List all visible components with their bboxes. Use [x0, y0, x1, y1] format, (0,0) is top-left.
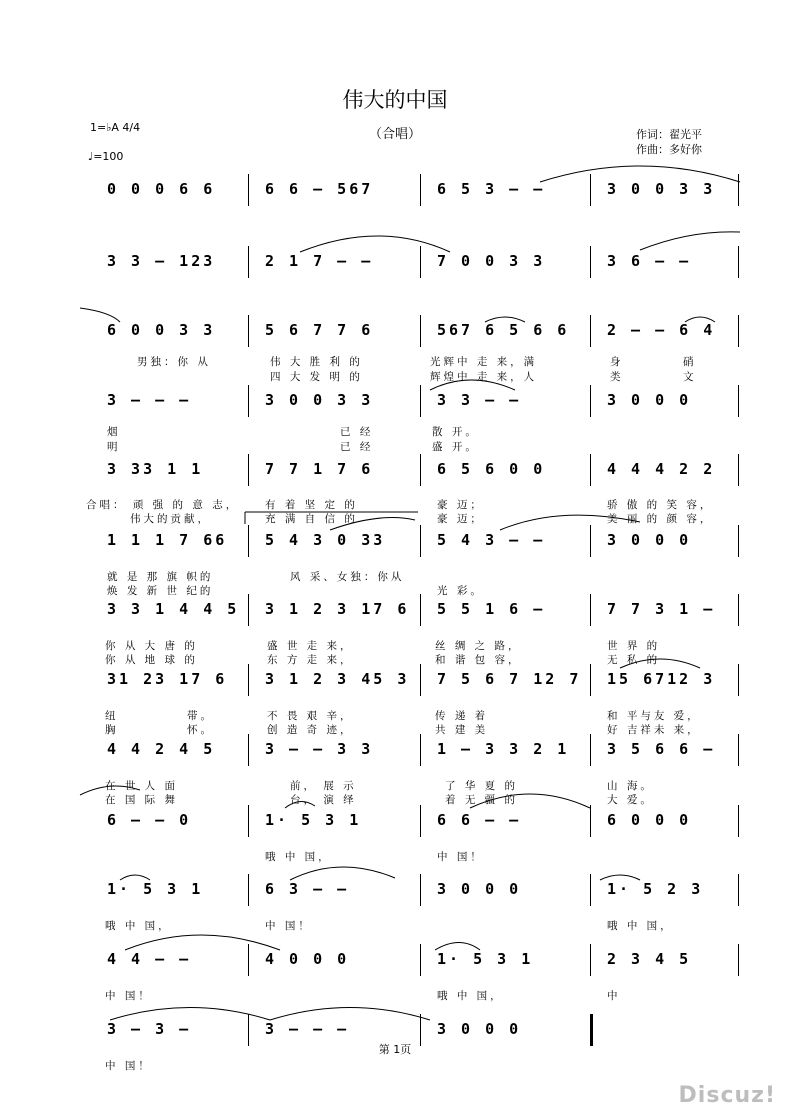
song-subtitle: （合唱）	[368, 127, 421, 142]
lyric-line: 合唱： 顽 强 的 意 志，	[86, 499, 240, 511]
song-title: 伟大的中国	[342, 88, 448, 112]
lyric-line: 纽	[105, 710, 119, 722]
slur	[470, 794, 590, 808]
lyric-line: 已 经	[340, 441, 374, 453]
lyric-line: 光 彩。	[437, 585, 484, 597]
lyric-line: 明	[107, 441, 121, 453]
lyric-line: 你 从 地 球 的	[105, 654, 198, 666]
lyric-line: 类	[610, 371, 624, 383]
measure-notes: 31 23 17 6	[107, 670, 228, 688]
measure-notes: 6 5 6 0 0	[437, 460, 546, 478]
lyric-line: 充 满 自 信 的	[265, 513, 358, 525]
slur	[600, 875, 640, 880]
key-signature: 1=♭A 4/4	[90, 121, 141, 134]
lyric-line: 中	[607, 990, 621, 1002]
lyric-line: 光辉中 走 来，满	[430, 356, 538, 368]
measure-notes: 15 6712 3	[607, 670, 716, 688]
slur	[80, 786, 140, 795]
lyric-line: 无 私 的	[607, 654, 661, 666]
lyric-line: 辉煌中 走 来，人	[430, 371, 538, 383]
lyric-line: 伟 大 胜 利 的	[270, 356, 363, 368]
measure-notes: 1· 5 3 1	[265, 811, 362, 829]
measure-notes: 2 – – 6 4	[607, 321, 716, 339]
lyric-line: 在 国 际 舞	[105, 794, 179, 806]
measure-notes: 5 4 3 0 33	[265, 531, 386, 549]
slur	[300, 236, 450, 252]
measure-notes: 6 0 0 3 3	[107, 321, 216, 339]
measure-notes: 1· 5 3 1	[107, 880, 204, 898]
measure-notes: 2 3 4 5	[607, 950, 692, 968]
measure-notes: 3 6 – –	[607, 252, 692, 270]
measure-notes: 7 7 1 7 6	[265, 460, 374, 478]
lyric-line: 世 界 的	[607, 640, 661, 652]
measure-notes: 3 0 0 0	[437, 880, 522, 898]
measure-notes: 4 0 0 0	[265, 950, 350, 968]
measure-notes: 3 0 0 0	[607, 531, 692, 549]
lyric-line: 文	[683, 371, 697, 383]
lyric-line: 哦 中 国，	[437, 990, 504, 1002]
lyric-line: 身	[610, 356, 624, 368]
lyric-line: 胸	[105, 724, 119, 736]
measure-notes: 5 6 7 7 6	[265, 321, 374, 339]
lyric-line: 风 采、女独：你从	[290, 571, 405, 583]
lyric-line: 在 世 人 面	[105, 780, 179, 792]
lyric-line: 哦 中 国，	[607, 920, 674, 932]
measure-notes: 0 0 0 6 6	[107, 180, 216, 198]
measure-notes: 3 – – 3 3	[265, 740, 374, 758]
slur	[435, 943, 480, 951]
composer-credit: 作曲：多好你	[636, 143, 702, 156]
slur	[285, 801, 315, 808]
measure-notes: 6 6 – –	[437, 811, 522, 829]
slur	[270, 1008, 430, 1021]
measure-notes: 7 5 6 7 12 7	[437, 670, 582, 688]
measure-notes: 1· 5 2 3	[607, 880, 704, 898]
measure-notes: 3 3 1 4 4 5	[107, 600, 240, 618]
slur	[120, 875, 150, 880]
lyric-line: 豪 迈；	[437, 513, 484, 525]
lyric-line: 就 是 那 旗 帜的	[107, 571, 214, 583]
lyric-line: 哦 中 国，	[105, 920, 172, 932]
lyric-line: 丝 绸 之 路，	[435, 640, 522, 652]
measure-notes: 3 0 0 0	[437, 1020, 522, 1038]
lyric-line: 和 平与友 爱，	[607, 710, 701, 722]
measure-notes: 4 4 2 4 5	[107, 740, 216, 758]
lyric-line: 美 丽 的 颜 容，	[607, 513, 714, 525]
measure-notes: 3 0 0 3 3	[607, 180, 716, 198]
slur	[430, 380, 515, 390]
lyric-line: 四 大 发 明 的	[270, 371, 363, 383]
measure-notes: 6 5 3 – –	[437, 180, 546, 198]
lyric-line: 烟	[107, 426, 121, 438]
measure-notes: 3 33 1 1	[107, 460, 204, 478]
measure-notes: 3 3 – 123	[107, 252, 216, 270]
slur	[290, 867, 395, 880]
lyric-line: 哦 中 国，	[265, 851, 332, 863]
slur	[330, 518, 415, 530]
lyric-line: 传 递 着	[435, 710, 489, 722]
slur	[500, 515, 640, 530]
lyric-line: 共 建 美	[435, 724, 489, 736]
lyric-line: 骄 傲 的 笑 容，	[607, 499, 714, 511]
slur	[110, 1008, 270, 1021]
slur	[125, 935, 280, 950]
measure-notes: 3 1 2 3 45 3	[265, 670, 410, 688]
lyric-line: 伟大的贡献，	[130, 513, 211, 525]
lyric-line: 带。	[187, 710, 214, 722]
page-footer: 第 1页	[378, 1043, 412, 1056]
lyric-line: 创 造 奇 迹，	[267, 724, 354, 736]
measure-notes: 3 – – –	[265, 1020, 350, 1038]
lyric-line: 不 畏 艰 辛，	[267, 710, 354, 722]
slur	[640, 232, 740, 250]
lyric-line: 中 国！	[105, 1060, 152, 1072]
lyric-line: 着 无 疆 的	[445, 794, 519, 806]
measure-notes: 6 0 0 0	[607, 811, 692, 829]
tempo-marking: ♩=100	[88, 150, 124, 163]
lyric-line: 前， 展 示	[290, 780, 357, 792]
measure-notes: 6 – – 0	[107, 811, 192, 829]
slur	[685, 317, 715, 322]
slur	[80, 308, 120, 322]
lyric-line: 你 从 大 唐 的	[105, 640, 198, 652]
measure-notes: 3 0 0 0	[607, 391, 692, 409]
measure-notes: 2 1 7 – –	[265, 252, 374, 270]
lyric-line: 焕 发 新 世 纪的	[107, 585, 214, 597]
watermark: Discuz!	[678, 1083, 776, 1108]
measure-notes: 5 5 1 6 –	[437, 600, 546, 618]
measure-notes: 3 – – –	[107, 391, 192, 409]
lyric-line: 散 开。	[432, 426, 479, 438]
measure-notes: 567 6 5 6 6	[437, 321, 570, 339]
lyric-line: 台， 演 绎	[290, 794, 357, 806]
measure-notes: 3 3 – –	[437, 391, 522, 409]
measure-notes: 1· 5 3 1	[437, 950, 534, 968]
measure-notes: 4 4 – –	[107, 950, 192, 968]
measure-notes: 1 1 1 7 66	[107, 531, 228, 549]
lyric-line: 了 华 夏 的	[445, 780, 519, 792]
lyric-line: 中 国！	[105, 990, 152, 1002]
lyric-line: 山 海。	[607, 780, 654, 792]
lyric-line: 怀。	[187, 724, 214, 736]
measure-notes: 3 0 0 3 3	[265, 391, 374, 409]
slur	[485, 317, 525, 322]
lyric-line: 东 方 走 来，	[267, 654, 354, 666]
measure-notes: 5 4 3 – –	[437, 531, 546, 549]
measure-notes: 7 7 3 1 –	[607, 600, 716, 618]
slur	[620, 659, 700, 668]
lyric-line: 豪 迈；	[437, 499, 484, 511]
measure-notes: 4 4 4 2 2	[607, 460, 716, 478]
measure-notes: 6 3 – –	[265, 880, 350, 898]
measure-notes: 7 0 0 3 3	[437, 252, 546, 270]
lyric-line: 盛 世 走 来，	[267, 640, 354, 652]
lyricist-credit: 作词：翟光平	[636, 128, 702, 141]
lyric-line: 中 国！	[437, 851, 484, 863]
lyric-line: 好 吉祥未 来，	[607, 724, 701, 736]
measure-notes: 6 6 – 567	[265, 180, 374, 198]
lyric-line: 中 国！	[265, 920, 312, 932]
lyric-line: 和 谐 包 容，	[435, 654, 522, 666]
lyric-line: 大 爱。	[607, 794, 654, 806]
lyric-line: 硝	[683, 356, 697, 368]
lyric-line: 已 经	[340, 426, 374, 438]
measure-notes: 1 – 3 3 2 1	[437, 740, 570, 758]
lyric-line: 有 着 坚 定 的	[265, 499, 358, 511]
measure-notes: 3 5 6 6 –	[607, 740, 716, 758]
slur	[540, 166, 740, 182]
measure-notes: 3 – 3 –	[107, 1020, 192, 1038]
lyric-line: 盛 开。	[432, 441, 479, 453]
measure-notes: 3 1 2 3 17 6	[265, 600, 410, 618]
lyric-line: 男独：你 从	[137, 356, 211, 368]
